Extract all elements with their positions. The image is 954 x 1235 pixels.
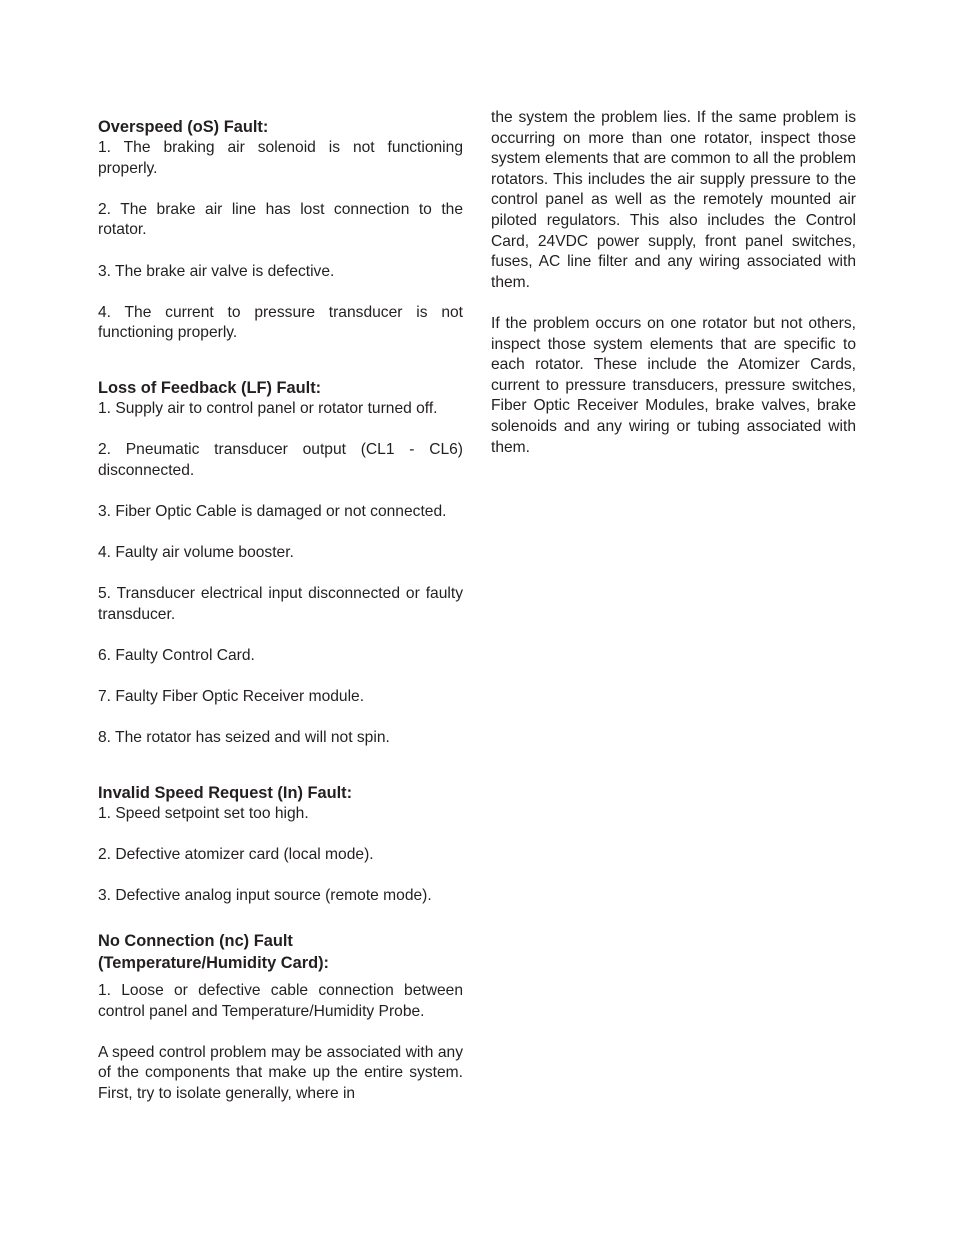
section-heading: Overspeed (oS) Fault: <box>98 118 269 136</box>
list-item: 2. Pneumatic transducer output (CL1 - CL6) disconnected. <box>98 441 463 479</box>
list-item: 8. The rotator has seized and will not spin. <box>98 729 390 747</box>
list-item: 4. Faulty air volume booster. <box>98 544 294 562</box>
list-item: 6. Faulty Control Card. <box>98 647 255 665</box>
section-heading: Loss of Feedback (LF) Fault: <box>98 378 322 397</box>
list-item: 7. Faulty Fiber Optic Receiver module. <box>98 688 365 706</box>
list-item: 3. Fiber Optic Cable is damaged or not connected. <box>98 502 447 520</box>
section-heading: Invalid Speed Request (In) Fault: <box>98 784 353 803</box>
list-item: 3. Defective analog input source (remote mode). <box>98 887 432 905</box>
body-paragraph: the system the problem lies. If the same problem is occurring on more than one rotator, inspect those system elements that are common to all the problem rotators. This includes the air supply pressure to the control panel as well as the remotely mounted air piloted regulators. This also includes the Control Card, 24VDC power supply, front panel switches, fuses, AC line filter and any wiring associated with them. <box>491 109 856 291</box>
list-item: 1. Supply air to control panel or rotator turned off. <box>98 399 438 417</box>
section-invalid-speed-request-fault <box>98 782 463 907</box>
list-item: 1. Speed setpoint set too high. <box>98 805 309 823</box>
body-paragraph: If the problem occurs on one rotator but not others, inspect those system elements that are specific to each rotator. These include the Atomizer Cards, current to pressure transducers, pressure switches, Fiber Optic Receiver Modules, brake valves, brake solenoids and any wiring or tubing associated with them. <box>491 314 856 456</box>
list-item: 4. The current to pressure transducer is not functioning properly. <box>98 303 463 342</box>
list-item: 1. The braking air solenoid is not functioning properly. <box>98 139 463 177</box>
list-item: 2. The brake air line has lost connection to the rotator. <box>98 200 463 239</box>
list-item: 3. The brake air valve is defective. <box>98 262 335 280</box>
section-loss-of-feedback-fault <box>98 377 463 749</box>
list-item: 5. Transducer electrical input disconnected or faulty transducer. <box>98 585 463 623</box>
list-item: 1. Loose or defective cable connection between control panel and Temperature/Humidity Probe. <box>98 982 463 1020</box>
body-paragraph: A speed control problem may be associated with any of the components that make up the entire system. First, try to isolate generally, where in <box>98 1043 463 1102</box>
section-heading: No Connection (nc) Fault (Temperature/Humidity Card): <box>98 932 330 972</box>
section-overspeed-fault <box>98 116 463 344</box>
section-no-connection-fault <box>98 930 463 1105</box>
right-column <box>491 108 856 458</box>
left-column <box>98 116 463 1138</box>
list-item: 2. Defective atomizer card (local mode). <box>98 846 374 864</box>
